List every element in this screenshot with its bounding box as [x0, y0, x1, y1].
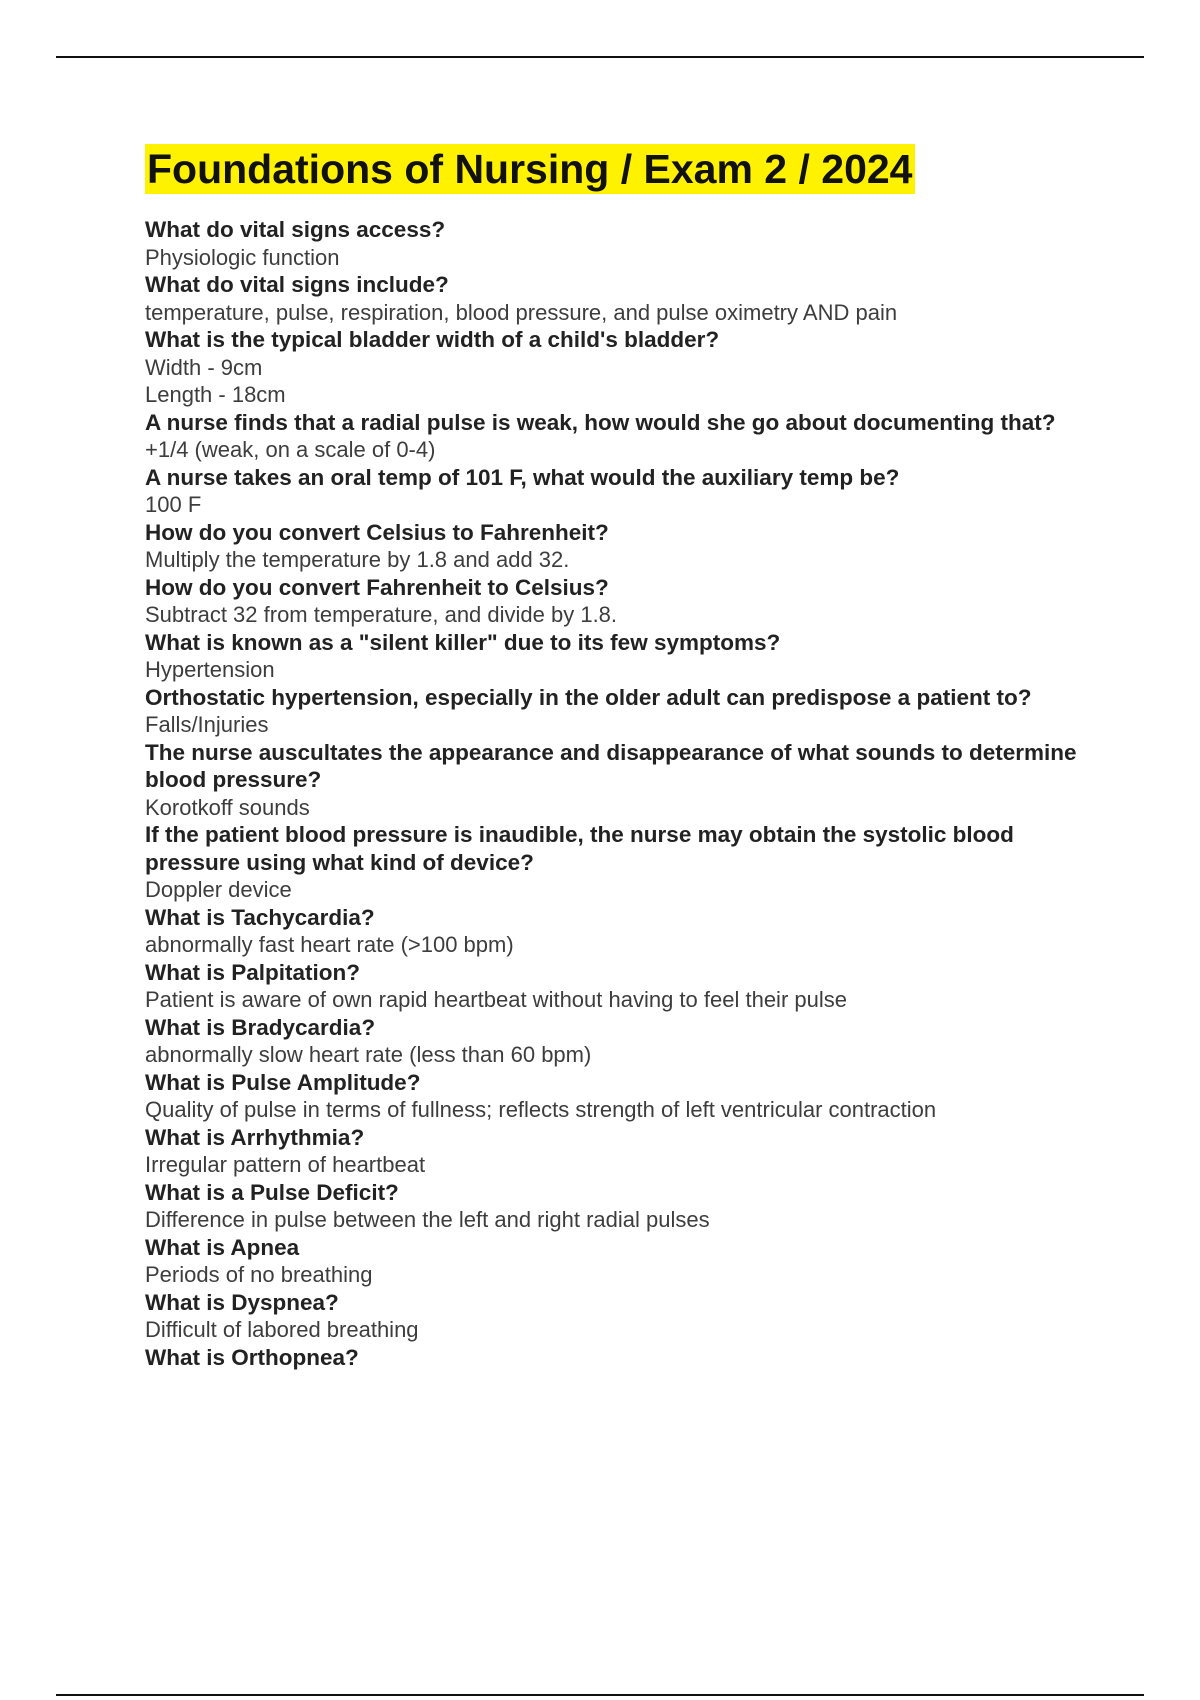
answer: Irregular pattern of heartbeat	[145, 1152, 426, 1177]
qa-item	[145, 1234, 1085, 1289]
answer: Multiply the temperature by 1.8 and add 32.	[145, 547, 570, 572]
qa-item	[145, 684, 1085, 739]
qa-item	[145, 216, 1085, 271]
page-title: Foundations of Nursing / Exam 2 / 2024	[147, 146, 913, 192]
question: What is Bradycardia?	[145, 1014, 376, 1040]
qa-item	[145, 629, 1085, 684]
question: What is the typical bladder width of a child's bladder?	[145, 327, 720, 352]
question: Orthostatic hypertension, especially in the older adult can predispose a patient to?	[145, 684, 1032, 710]
question: How do you convert Fahrenheit to Celsius?	[145, 574, 609, 600]
qa-item	[145, 1344, 1085, 1372]
bottom-rule	[56, 1694, 1144, 1696]
qa-item	[145, 326, 1085, 409]
question: The nurse auscultates the appearance and disappearance of what sounds to determine blood pressure?	[145, 739, 1077, 792]
qa-item	[145, 1124, 1085, 1179]
question: What is Pulse Amplitude?	[145, 1069, 421, 1095]
answer: Doppler device	[145, 877, 292, 902]
answer: Patient is aware of own rapid heartbeat without having to feel their pulse	[145, 987, 847, 1012]
qa-list	[145, 216, 1085, 1371]
answer: Periods of no breathing	[145, 1262, 373, 1287]
qa-item	[145, 1289, 1085, 1344]
qa-item	[145, 1014, 1085, 1069]
question: What is Palpitation?	[145, 959, 361, 985]
answer: Subtract 32 from temperature, and divide by 1.8.	[145, 602, 618, 627]
question: What is known as a "silent killer" due to its few symptoms?	[145, 629, 781, 655]
question: How do you convert Celsius to Fahrenheit?	[145, 519, 609, 545]
qa-item	[145, 519, 1085, 574]
question: What is Dyspnea?	[145, 1289, 339, 1315]
answer: Hypertension	[145, 657, 275, 682]
qa-item	[145, 1069, 1085, 1124]
question: A nurse takes an oral temp of 101 F, what would the auxiliary temp be?	[145, 464, 900, 490]
qa-item	[145, 959, 1085, 1014]
question: If the patient blood pressure is inaudible, the nurse may obtain the systolic blood pressure using what kind of device?	[145, 822, 1014, 875]
answer: Difference in pulse between the left and right radial pulses	[145, 1207, 710, 1232]
qa-item	[145, 409, 1085, 464]
answer: Difficult of labored breathing	[145, 1317, 419, 1342]
qa-item	[145, 464, 1085, 519]
answer: Korotkoff sounds	[145, 794, 310, 820]
qa-item	[145, 574, 1085, 629]
question: What do vital signs include?	[145, 272, 449, 297]
question: What do vital signs access?	[145, 217, 446, 242]
question: What is Arrhythmia?	[145, 1124, 365, 1150]
qa-item	[145, 904, 1085, 959]
answer: Length - 18cm	[145, 382, 286, 407]
answer: Physiologic function	[145, 244, 340, 270]
answer: Falls/Injuries	[145, 712, 269, 737]
qa-item	[145, 1179, 1085, 1234]
question: What is Tachycardia?	[145, 904, 375, 930]
qa-item	[145, 271, 1085, 326]
question: What is Apnea	[145, 1234, 300, 1260]
qa-item	[145, 821, 1085, 904]
answer: 100 F	[145, 492, 202, 517]
answer: abnormally fast heart rate (>100 bpm)	[145, 932, 514, 957]
question: What is a Pulse Deficit?	[145, 1179, 399, 1205]
document-body	[145, 144, 1085, 1371]
answer: Width - 9cm	[145, 354, 263, 380]
qa-item	[145, 739, 1085, 822]
answer: temperature, pulse, respiration, blood pressure, and pulse oximetry AND pain	[145, 299, 898, 325]
question: What is Orthopnea?	[145, 1344, 359, 1370]
top-rule	[56, 56, 1144, 58]
answer: abnormally slow heart rate (less than 60 bpm)	[145, 1042, 592, 1067]
answer: +1/4 (weak, on a scale of 0-4)	[145, 437, 436, 462]
answer: Quality of pulse in terms of fullness; reflects strength of left ventricular contraction	[145, 1097, 937, 1122]
question: A nurse finds that a radial pulse is weak, how would she go about documenting that?	[145, 409, 1056, 435]
